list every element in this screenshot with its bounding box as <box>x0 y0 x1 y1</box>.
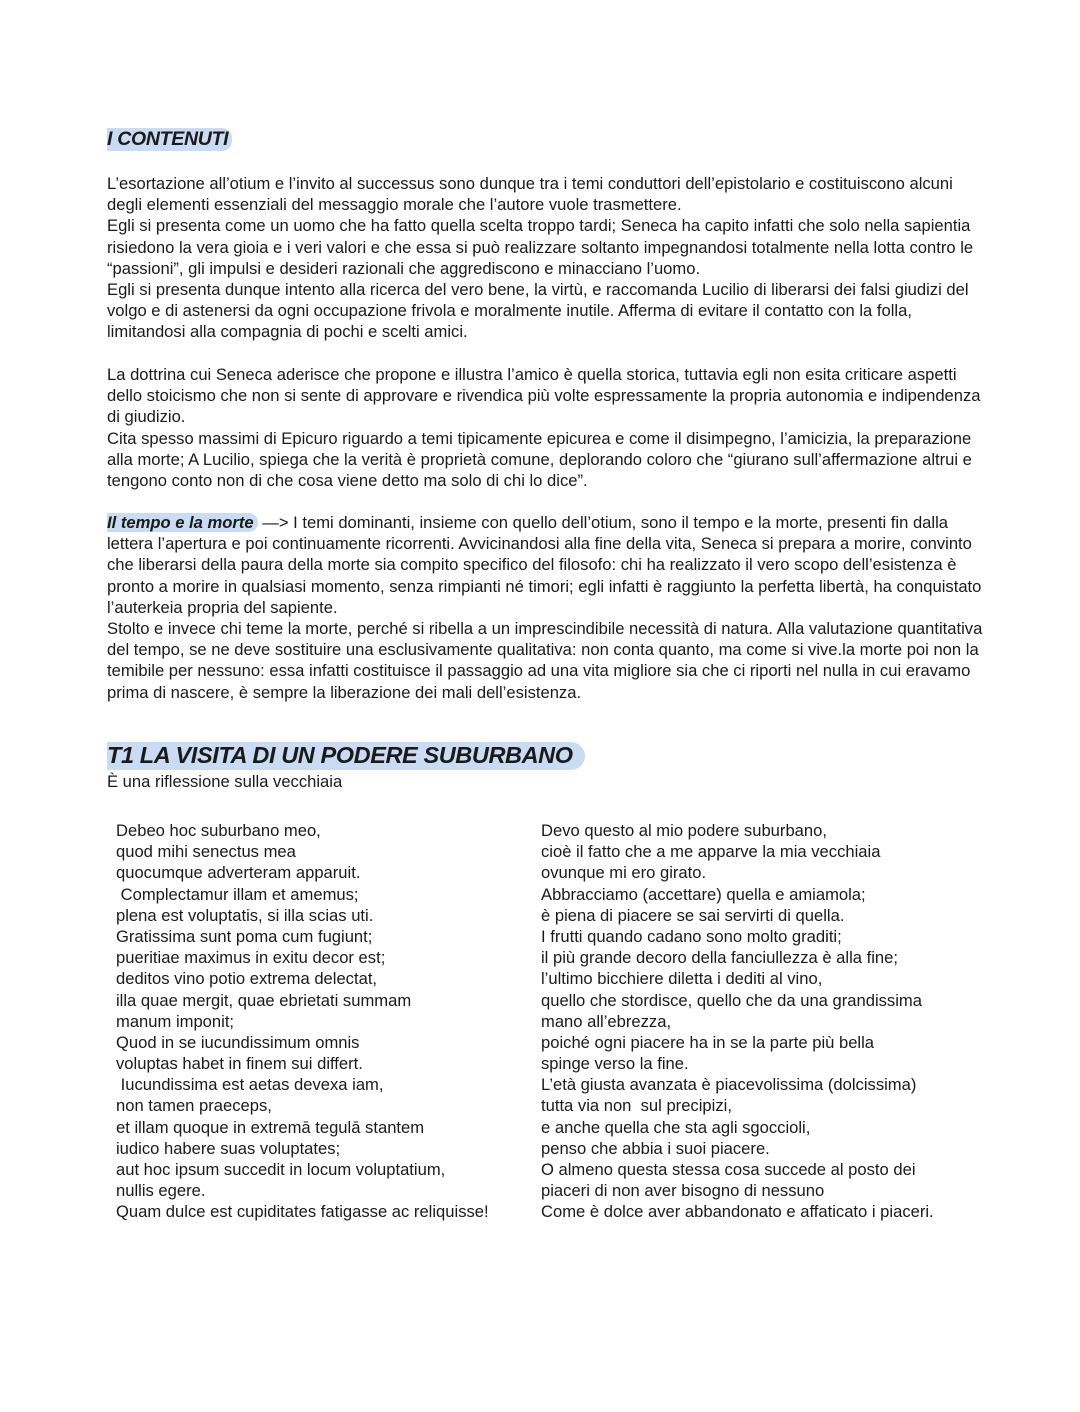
paragraph: Egli si presenta come un uomo che ha fatto quella scelta troppo tardi; Seneca ha capito infatti che solo nella sapientia risiedono la vera gioia e i veri valori e che essa si può realizzare soltanto impegnandosi totalmente nella lotta contro le “passioni”, gli impulsi e desideri razionali che aggrediscono e minacciano l’uomo. <box>107 216 974 278</box>
italian-verse-line: tutta via non sul precipizi, <box>541 1096 732 1116</box>
italian-verse-line: piaceri di non aver bisogno di nessuno <box>541 1181 825 1201</box>
latin-verse-line: Quam dulce est cupiditates fatigasse ac reliquisse! <box>116 1202 489 1222</box>
latin-verse-line: voluptas habet in finem sui differt. <box>116 1054 363 1074</box>
latin-verse-line: manum imponit; <box>116 1011 235 1031</box>
latin-verse-line: Iucundissima est aetas devexa iam, <box>116 1075 384 1095</box>
latin-verse-line: quod mihi senectus mea <box>116 842 296 862</box>
latin-verse-line: non tamen praeceps, <box>116 1096 272 1116</box>
time-death-text: I temi dominanti, insieme con quello dell’otium, sono il tempo e la morte, presenti fin dalla lettera l’apertura e poi continuamente ricorrenti. Avvicinandosi alla fine della vita, Seneca si prepara a morire, convinto che liberarsi della paura della morte sia compito specifico del filosofo: chi ha realizzato il vero scopo dell’esistenza è pronto a morire in qualsiasi momento, senza rimpianti né timori; egli infatti è raggiunto la perfetta libertà, ha conquistato l’auterkeia propria del sapiente. <box>107 513 982 617</box>
latin-verse-line: et illam quoque in extremā tegulā stantem <box>116 1117 425 1137</box>
italian-verse-line: Come è dolce aver abbandonato e affaticato i piaceri. <box>541 1202 934 1222</box>
intro-block <box>107 173 987 343</box>
italian-verse-line: penso che abbia i suoi piacere. <box>541 1138 770 1158</box>
italian-verse-line: mano all’ebrezza, <box>541 1011 672 1031</box>
paragraph <box>107 512 987 618</box>
section-heading-contenuti <box>107 128 232 151</box>
paragraph: La dottrina cui Seneca aderisce che propone e illustra l’amico è quella storica, tuttavia egli non esita criticare aspetti dello stoicismo che non si sente di approvare e rivendica più volte espressamente la propria autonomia e indipendenza di giudizio. <box>107 365 981 427</box>
italian-translation-column <box>541 820 981 1223</box>
time-death-label: Il tempo e la morte <box>107 513 258 532</box>
latin-verse-line: pueritiae maximus in exitu decor est; <box>116 948 386 968</box>
section-subtitle: È una riflessione sulla vecchiaia <box>107 772 343 791</box>
italian-verse-line: e anche quella che sta agli sgoccioli, <box>541 1117 811 1137</box>
heading-text: I CONTENUTI <box>107 128 232 151</box>
section-heading-t1: T1 LA VISITA DI UN PODERE SUBURBANO <box>107 742 585 770</box>
latin-text-column <box>116 820 526 1223</box>
italian-verse-line: cioè il fatto che a me apparve la mia vecchiaia <box>541 842 881 862</box>
italian-verse-line: Abbracciamo (accettare) quella e amiamola; <box>541 884 866 904</box>
latin-verse-line: Debeo hoc suburbano meo, <box>116 821 321 840</box>
italian-verse-line: I frutti quando cadano sono molto graditi; <box>541 926 842 946</box>
time-death-block <box>107 512 987 703</box>
paragraph: L’esortazione all’otium e l’invito al successus sono dunque tra i temi conduttori dell’epistolario e costituiscono alcuni degli elementi essenziali del messaggio morale che l’autore vuole trasmettere. <box>107 174 953 215</box>
latin-verse-line: Quod in se iucundissimum omnis <box>116 1032 360 1052</box>
paragraph: Cita spesso massimi di Epicuro riguardo a temi tipicamente epicurea e come il disimpegno, l’amicizia, la preparazione alla morte; A Lucilio, spiega che la verità è proprietà comune, deplorando coloro che “giurano sull’affermazione altrui e tengono conto non di che cosa viene detto ma solo di chi lo dice”. <box>107 428 972 491</box>
paragraph: Egli si presenta dunque intento alla ricerca del vero bene, la virtù, e raccomanda Lucilio di liberarsi dei falsi giudizi del volgo e di astenersi da ogni occupazione frivola e moralmente inutile. Afferma di evitare il contatto con la folla, limitandosi alla compagnia di pochi e scelti amici. <box>107 280 969 342</box>
italian-verse-line: O almeno questa stessa cosa succede al posto dei <box>541 1160 916 1179</box>
latin-verse-line: nullis egere. <box>116 1181 206 1201</box>
latin-verse-line: quocumque adverteram apparuit. <box>116 863 361 883</box>
latin-verse-line: Complectamur illam et amemus; <box>116 884 359 904</box>
italian-verse-line: è piena di piacere se sai servirti di quella. <box>541 905 845 925</box>
italian-verse-line: quello che stordisce, quello che da una grandissima <box>541 990 922 1010</box>
italian-verse-line: Devo questo al mio podere suburbano, <box>541 821 827 840</box>
italian-verse-line: L’età giusta avanzata è piacevolissima (dolcissima) <box>541 1075 917 1095</box>
latin-verse-line: plena est voluptatis, si illa scias uti. <box>116 905 374 925</box>
italian-verse-line: poiché ogni piacere ha in se la parte più bella <box>541 1032 875 1052</box>
latin-verse-line: aut hoc ipsum succedit in locum voluptatium, <box>116 1160 446 1179</box>
arrow-text: —> <box>257 513 294 532</box>
latin-verse-line: illa quae mergit, quae ebrietati summam <box>116 990 412 1010</box>
italian-verse-line: spinge verso la fine. <box>541 1054 689 1074</box>
latin-verse-line: Gratissima sunt poma cum fugiunt; <box>116 926 373 946</box>
italian-verse-line: ovunque mi ero girato. <box>541 863 707 883</box>
paragraph: Stolto e invece chi teme la morte, perché si ribella a un imprescindibile necessità di natura. Alla valutazione quantitativa del tempo, se ne deve sostituire una esclusivamente qualitativa: non conta quanto, ma come si vive.la morte poi non la temibile per nessuno: essa infatti costituisce il passaggio ad una vita migliore sia che ci riporti nel nulla in cui eravamo prima di nascere, è sempre la liberazione dei mali dell’esistenza. <box>107 619 983 702</box>
italian-verse-line: il più grande decoro della fanciullezza è alla fine; <box>541 948 898 968</box>
latin-verse-line: deditos vino potio extrema delectat, <box>116 969 378 989</box>
latin-verse-line: iudico habere suas voluptates; <box>116 1138 341 1158</box>
italian-verse-line: l’ultimo bicchiere diletta i dediti al vino, <box>541 969 823 989</box>
doctrine-block <box>107 364 987 491</box>
